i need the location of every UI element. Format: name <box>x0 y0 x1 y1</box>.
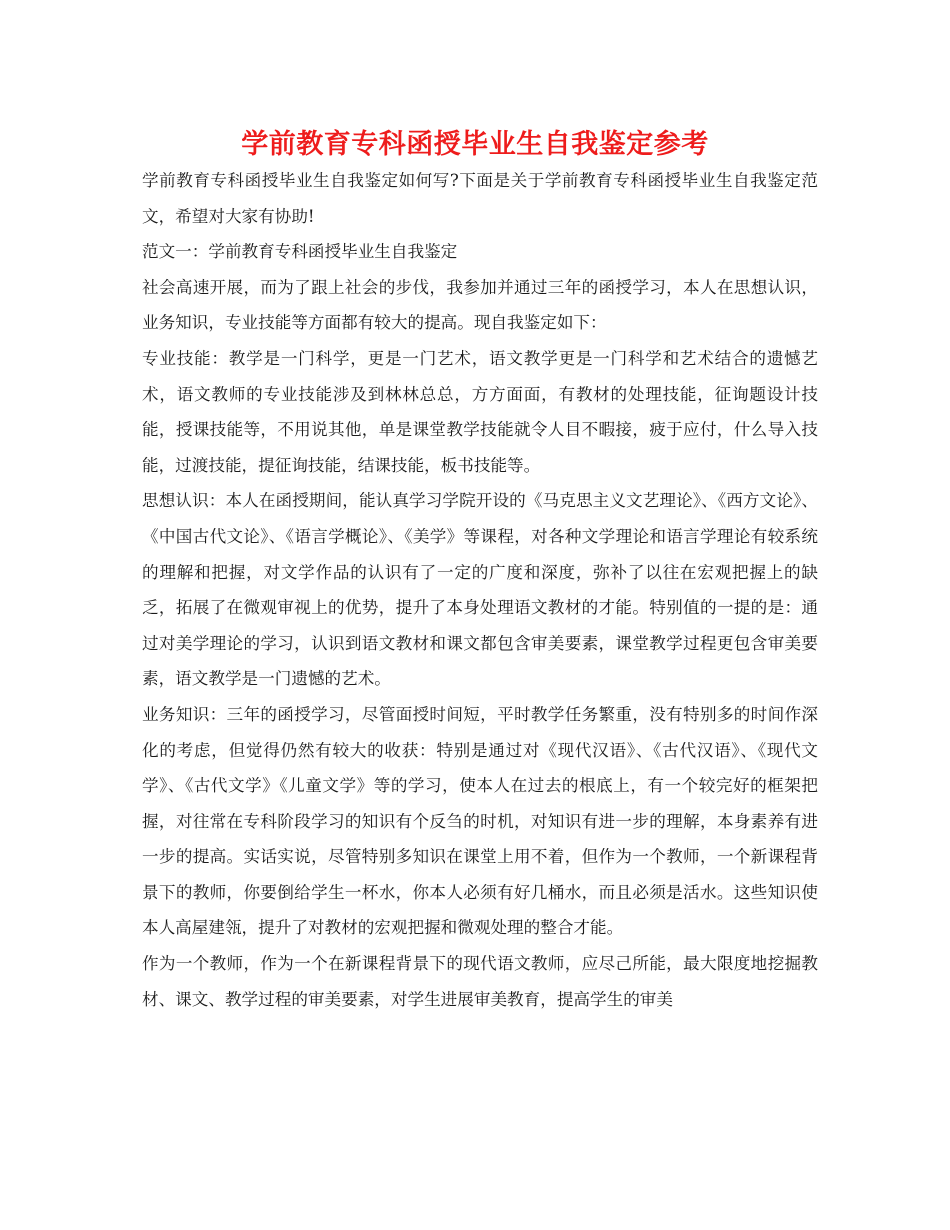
intro-paragraph: 学前教育专科函授毕业生自我鉴定如何写?下面是关于学前教育专科函授毕业生自我鉴定范文，希望对大家有协助! <box>142 171 818 226</box>
body-paragraph: 思想认识：本人在函授期间，能认真学习学院开设的《马克思主义文艺理论》、《西方文论》、《中国古代文论》、《语言学概论》、《美学》等课程，对各种文学理论和语言学理论有较系统的理解和把握，对文学作品的认识有了一定的广度和深度，弥补了以往在宏观把握上的缺乏，拓展了在微观审视上的优势，提升了本身处理语文教材的才能。特别值的一提的是：通过对美学理论的学习，认识到语文教材和课文都包含审美要素，课堂教学过程更包含审美要素，语文教学是一门遗憾的艺术。 <box>142 491 818 689</box>
section-heading: 范文一：学前教育专科函授毕业生自我鉴定 <box>142 242 458 262</box>
document-title: 学前教育专科函授毕业生自我鉴定参考 <box>241 129 709 160</box>
body-paragraph: 社会高速开展，而为了跟上社会的步伐，我参加并通过三年的函授学习，本人在思想认识，业务知识，专业技能等方面都有较大的提高。现自我鉴定如下： <box>142 277 818 333</box>
document-body <box>142 163 818 1017</box>
body-paragraph: 专业技能：教学是一门科学，更是一门艺术，语文教学更是一门科学和艺术结合的遗憾艺术，语文教师的专业技能涉及到林林总总，方方面面，有教材的处理技能，征询题设计技能，授课技能等，不用说其他，单是课堂教学技能就令人目不暇接，疲于应付，什么导入技能，过渡技能，提征询技能，结课技能，板书技能等。 <box>142 348 818 475</box>
body-paragraph: 作为一个教师，作为一个在新课程背景下的现代语文教师，应尽己所能，最大限度地挖掘教材、课文、教学过程的审美要素，对学生进展审美教育，提高学生的审美 <box>142 954 818 1009</box>
body-paragraph: 业务知识：三年的函授学习，尽管面授时间短，平时教学任务繁重，没有特别多的时间作深化的考虑，但觉得仍然有较大的收获：特别是通过对《现代汉语》、《古代汉语》、《现代文学》、《古代文学》《儿童文学》等的学习，使本人在过去的根底上，有一个较完好的框架把握，对往常在专科阶段学习的知识有个反刍的时机，对知识有进一步的理解，本身素养有进一步的提高。实话实说，尽管特别多知识在课堂上用不着，但作为一个教师，一个新课程背景下的教师，你要倒给学生一杯水，你本人必须有好几桶水，而且必须是活水。这些知识使本人高屋建瓴，提升了对教材的宏观把握和微观处理的整合才能。 <box>142 704 818 938</box>
